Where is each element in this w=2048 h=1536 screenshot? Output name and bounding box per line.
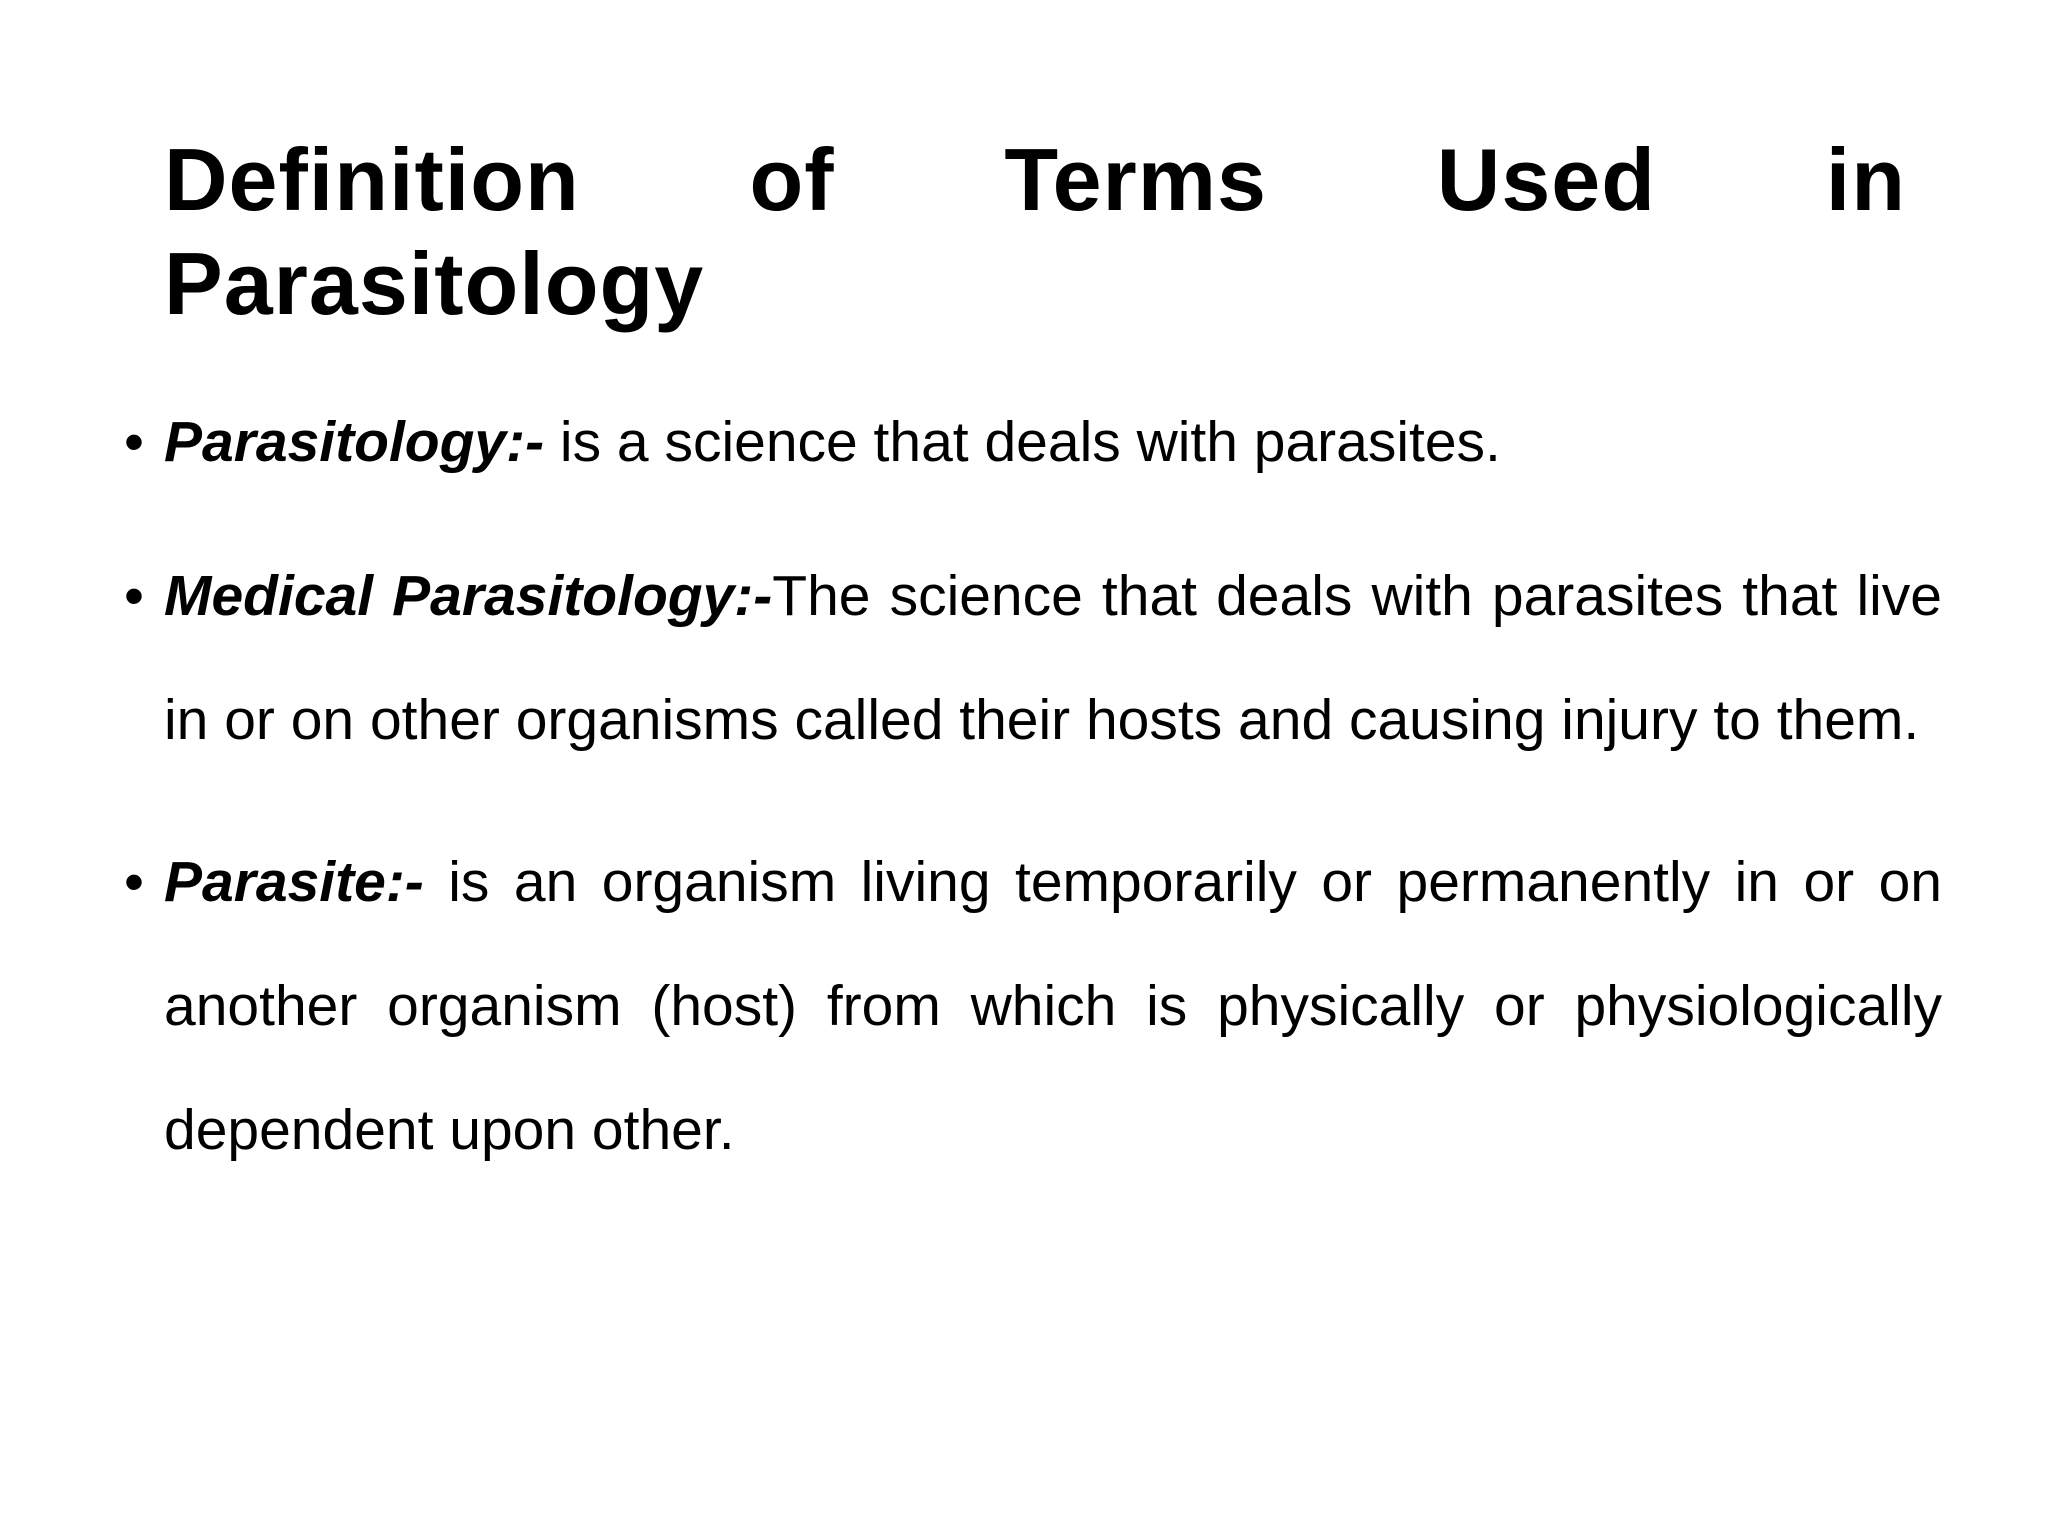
definition-item-medical-parasitology [124, 534, 1942, 782]
title-line-2: Parasitology [164, 234, 705, 333]
slide-title [164, 128, 1906, 336]
title-word: of [749, 130, 835, 229]
definition-term: Medical Parasitology:- [164, 564, 773, 628]
title-word: Used [1436, 130, 1656, 229]
bullet-icon: • [124, 564, 144, 628]
definition-body: is an organism living temporarily or permanently in or on another organism (host) from which is physically or physiologically dependent upon other. [164, 850, 1942, 1162]
title-word: in [1825, 130, 1906, 229]
definition-text [164, 388, 1942, 496]
definition-term: Parasitology:- [164, 410, 545, 474]
definition-term: Parasite:- [164, 850, 424, 914]
bullet-icon: • [124, 410, 144, 474]
title-word: Terms [1004, 130, 1267, 229]
bullet-icon: • [124, 850, 144, 914]
definition-list [124, 388, 1942, 1192]
title-line-1 [164, 128, 1906, 232]
title-word: Definition [164, 130, 580, 229]
definition-text [164, 534, 1942, 782]
definition-text [164, 820, 1942, 1192]
definition-item-parasitology [124, 388, 1942, 496]
definition-item-parasite [124, 820, 1942, 1192]
definition-body: is a science that deals with parasites. [544, 410, 1501, 474]
definition-body: The science that deals with parasites that live in or on other organisms called their hosts and causing injury to them. [164, 564, 1942, 752]
